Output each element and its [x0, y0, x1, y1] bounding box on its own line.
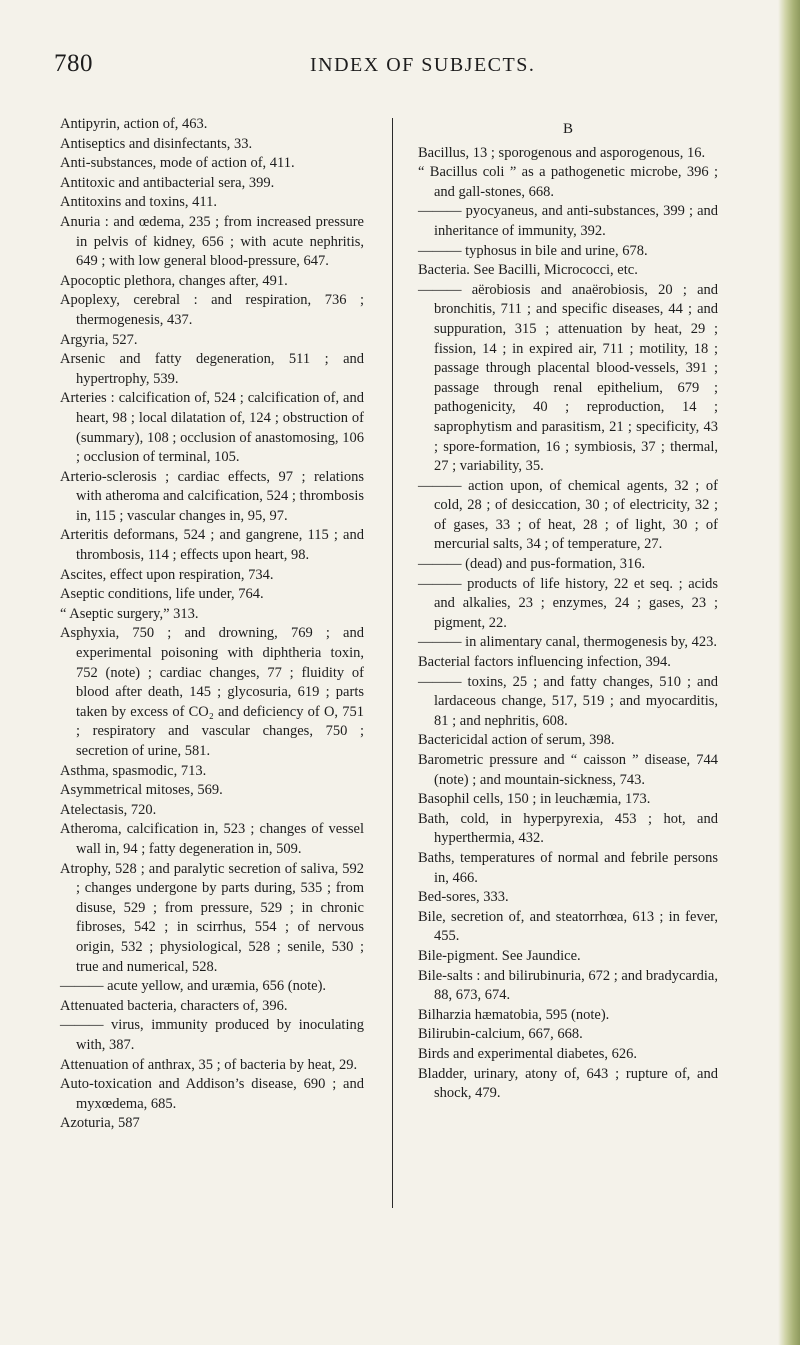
index-entry: Birds and experimental diabetes, 626.	[418, 1045, 638, 1062]
index-entry: Bladder, urinary, atony of, 643 ; rupture of, and shock, 479.	[418, 1065, 718, 1102]
index-entry: Attenuation of anthrax, 35 ; of bacteria by heat, 29.	[60, 1056, 358, 1073]
index-entry: ——— aërobiosis and anaërobiosis, 20 ; and bronchitis, 711 ; and specific diseases, 44 ; and suppuration, 315 ; attenuation by heat, 29 ; fission, 14 ; in expired air, 711 ; motility, 18 ; passage through placental blood-vessels, 391 ; passage through renal epithelium, 679 ; pathogenicity, 40 ; reproduction, 14 ; saprophytism and parasitism, 21 ; specificity, 43 ; spore-formation, 16 ; symbiosis, 37 ; thermal, 27 ; variability, 35.	[418, 281, 718, 475]
index-entry: Apocoptic plethora, changes after, 491.	[60, 272, 288, 289]
index-entry: Arteritis deformans, 524 ; and gangrene, 115 ; and thrombosis, 114 ; effects upon heart, 98.	[60, 527, 364, 564]
index-entry: ——— action upon, of chemical agents, 32 ; of cold, 28 ; of desiccation, 30 ; of electricity, 32 ; of gases, 33 ; of heat, 28 ; of light, 30 ; of mercurial salts, 34 ; of temperature, 27.	[418, 477, 718, 553]
page-header	[54, 50, 730, 80]
index-entry: ——— acute yellow, and uræmia, 656 (note).	[60, 978, 327, 995]
index-entry: Aseptic conditions, life under, 764.	[60, 586, 264, 603]
running-title: INDEX OF SUBJECTS.	[310, 54, 536, 76]
index-entry: Asthma, spasmodic, 713.	[60, 762, 207, 779]
index-entry: Basophil cells, 150 ; in leuchæmia, 173.	[418, 791, 651, 808]
index-entry: ——— toxins, 25 ; and fatty changes, 510 ; and lardaceous change, 517, 519 ; and myocarditis, 81 ; and nephritis, 608.	[418, 673, 718, 729]
index-entry: Atrophy, 528 ; and paralytic secretion of saliva, 592 ; changes undergone by parts during, 535 ; from disuse, 529 ; from pressure, 529 ; in chronic fibroses, 542 ; in scirrhus, 554 ; of nervous origin, 532 ; physiological, 528 ; senile, 530 ; true and numerical, 528.	[60, 860, 364, 975]
index-entry: Bilharzia hæmatobia, 595 (note).	[418, 1006, 610, 1023]
index-entry: Argyria, 527.	[60, 331, 138, 348]
index-entry: Bacterial factors influencing infection, 394.	[418, 654, 671, 671]
index-entry: ——— pyocyaneus, and anti-substances, 399 ; and inheritance of immunity, 392.	[418, 203, 718, 239]
index-entry: Arsenic and fatty degeneration, 511 ; and hypertrophy, 539.	[60, 351, 364, 387]
left-column	[60, 115, 364, 1134]
index-entry: Anuria : and œdema, 235 ; from increased pressure in pelvis of kidney, 656 ; with acute nephritis, 649 ; with low general blood-pressure, 647.	[60, 213, 364, 270]
index-entry: Atelectasis, 720.	[60, 801, 157, 818]
index-entry: Bed-sores, 333.	[418, 889, 509, 906]
index-entry: Anti-substances, mode of action of, 411.	[60, 155, 295, 172]
index-entry: “ Aseptic surgery,” 313.	[60, 605, 199, 622]
index-entry: Antitoxins and toxins, 411.	[60, 194, 217, 211]
index-entry: ——— in alimentary canal, thermogenesis by, 423.	[418, 634, 718, 651]
index-entry: ——— virus, immunity produced by inoculating with, 387.	[60, 1017, 364, 1053]
index-entry: Baths, temperatures of normal and febrile persons in, 466.	[418, 849, 718, 886]
index-entry: Ascites, effect upon respiration, 734.	[60, 566, 274, 583]
section-letter: B	[562, 121, 573, 137]
right-column	[418, 120, 718, 1104]
index-entry: Bile-salts : and bilirubinuria, 672 ; and bradycardia, 88, 673, 674.	[418, 967, 718, 1004]
index-entry: Bilirubin-calcium, 667, 668.	[418, 1026, 583, 1043]
index-entry: Azoturia, 587	[60, 1115, 140, 1132]
index-entry: Bacillus, 13 ; sporogenous and asporogenous, 16.	[418, 144, 706, 161]
index-entry: ——— products of life history, 22 et seq. ; acids and alkalies, 23 ; enzymes, 24 ; gases, 23 ; pigment, 22.	[418, 575, 718, 631]
index-entry: Attenuated bacteria, characters of, 396.	[60, 997, 288, 1014]
index-entry: ——— typhosus in bile and urine, 678.	[418, 242, 648, 259]
index-entry: Arterio-sclerosis ; cardiac effects, 97 ; relations with atheroma and calcification, 524 ; thrombosis in, 115 ; vascular changes in, 95, 97.	[60, 468, 364, 524]
page-edge	[778, 0, 800, 1345]
index-entry: Bactericidal action of serum, 398.	[418, 732, 615, 749]
index-entry: Auto-toxication and Addison’s disease, 690 ; and myxœdema, 685.	[60, 1076, 364, 1112]
index-entry: Bile-pigment. See Jaundice.	[418, 947, 581, 964]
index-entry: Bacteria. See Bacilli, Micrococci, etc.	[418, 262, 638, 279]
index-entry: Barometric pressure and “ caisson ” disease, 744 (note) ; and mountain-sickness, 743.	[418, 752, 718, 788]
index-entry: Apoplexy, cerebral : and respiration, 736 ; thermogenesis, 437.	[60, 292, 364, 328]
index-entry: Antiseptics and disinfectants, 33.	[60, 135, 253, 152]
index-entry: Antitoxic and antibacterial sera, 399.	[60, 174, 275, 191]
index-entry: Asphyxia, 750 ; and drowning, 769 ; and experimental poisoning with diphtheria toxin, 752 (note) ; cardiac changes, 77 ; fluidity of blood after death, 145 ; glycosuria, 619 ; parts taken by excess of CO₂ and deficiency of O, 751 ; respiratory and vascular changes, 750 ; secretion of urine, 581.	[60, 625, 364, 759]
index-entry: Arteries : calcification of, 524 ; calcification of, and heart, 98 ; local dilatation of, 124 ; obstruction of (summary), 108 ; occlusion of anastomosing, 106 ; occlusion of terminal, 105.	[60, 390, 364, 466]
index-entry: “ Bacillus coli ” as a pathogenetic microbe, 396 ; and gall-stones, 668.	[418, 164, 718, 200]
index-entry: Antipyrin, action of, 463.	[60, 116, 208, 132]
page-number: 780	[54, 50, 93, 77]
index-entry: Bath, cold, in hyperpyrexia, 453 ; hot, and hyperthermia, 432.	[418, 810, 718, 847]
index-entry: ——— (dead) and pus-formation, 316.	[418, 556, 646, 573]
column-divider	[392, 118, 393, 1208]
index-entry: Bile, secretion of, and steatorrhœa, 613 ; in fever, 455.	[418, 908, 718, 945]
index-entry: Asymmetrical mitoses, 569.	[60, 782, 223, 799]
index-entry: Atheroma, calcification in, 523 ; changes of vessel wall in, 94 ; fatty degeneration in, 509.	[60, 821, 364, 857]
